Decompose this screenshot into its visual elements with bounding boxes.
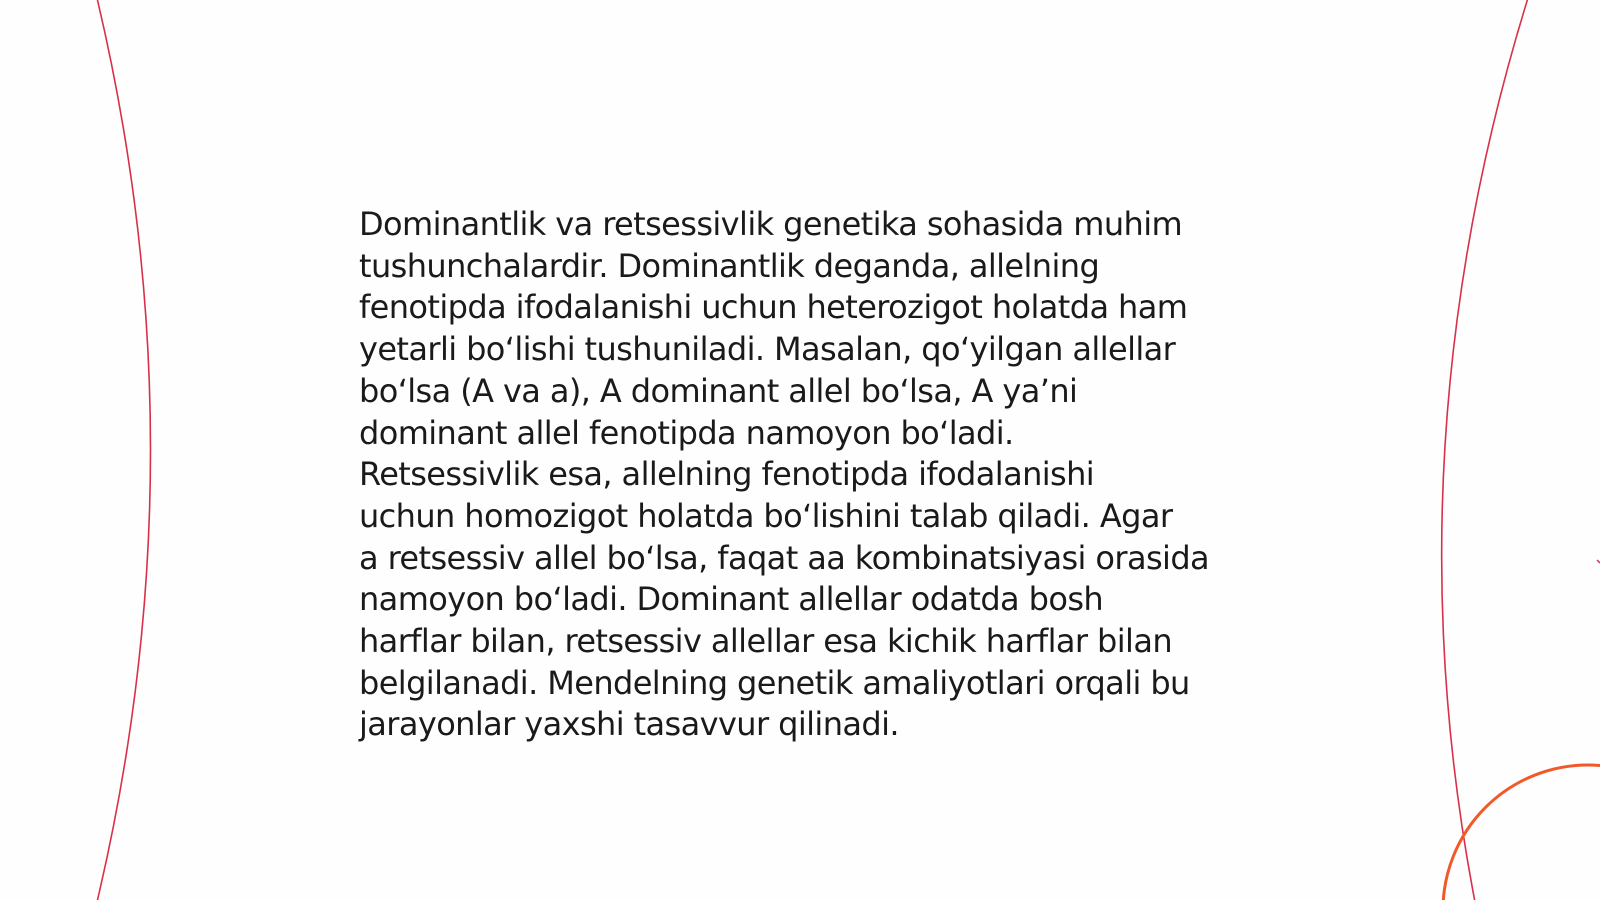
left-curve-line: [97, 0, 151, 900]
accent-circle: [1443, 765, 1600, 900]
right-curve-line: [1442, 0, 1528, 900]
body-paragraph: Dominantlik va retsessivlik genetika sohasida muhim tushunchalardir. Dominantlik deganda, allelning fenotipda ifodalanishi uchun heterozigot holatda ham yetarli boʻlishi tushuniladi. Masalan, qoʻyilgan allellar boʻlsa (A va a), A dominant allel boʻlsa, A yaʼni dominant allel fenotipda namoyon boʻladi. Retsessivlik esa, allelning fenotipda ifodalanishi uchun homozigot holatda boʻlishini talab qiladi. Agar a retsessiv allel boʻlsa, faqat aa kombinatsiyasi orasida namoyon boʻladi. Dominant allellar odatda bosh harflar bilan, retsessiv allellar esa kichik harflar bilan belgilanadi. Mendelning genetik amaliyotlari orqali bu jarayonlar yaxshi tasavvur qilinadi.: [359, 205, 1210, 744]
